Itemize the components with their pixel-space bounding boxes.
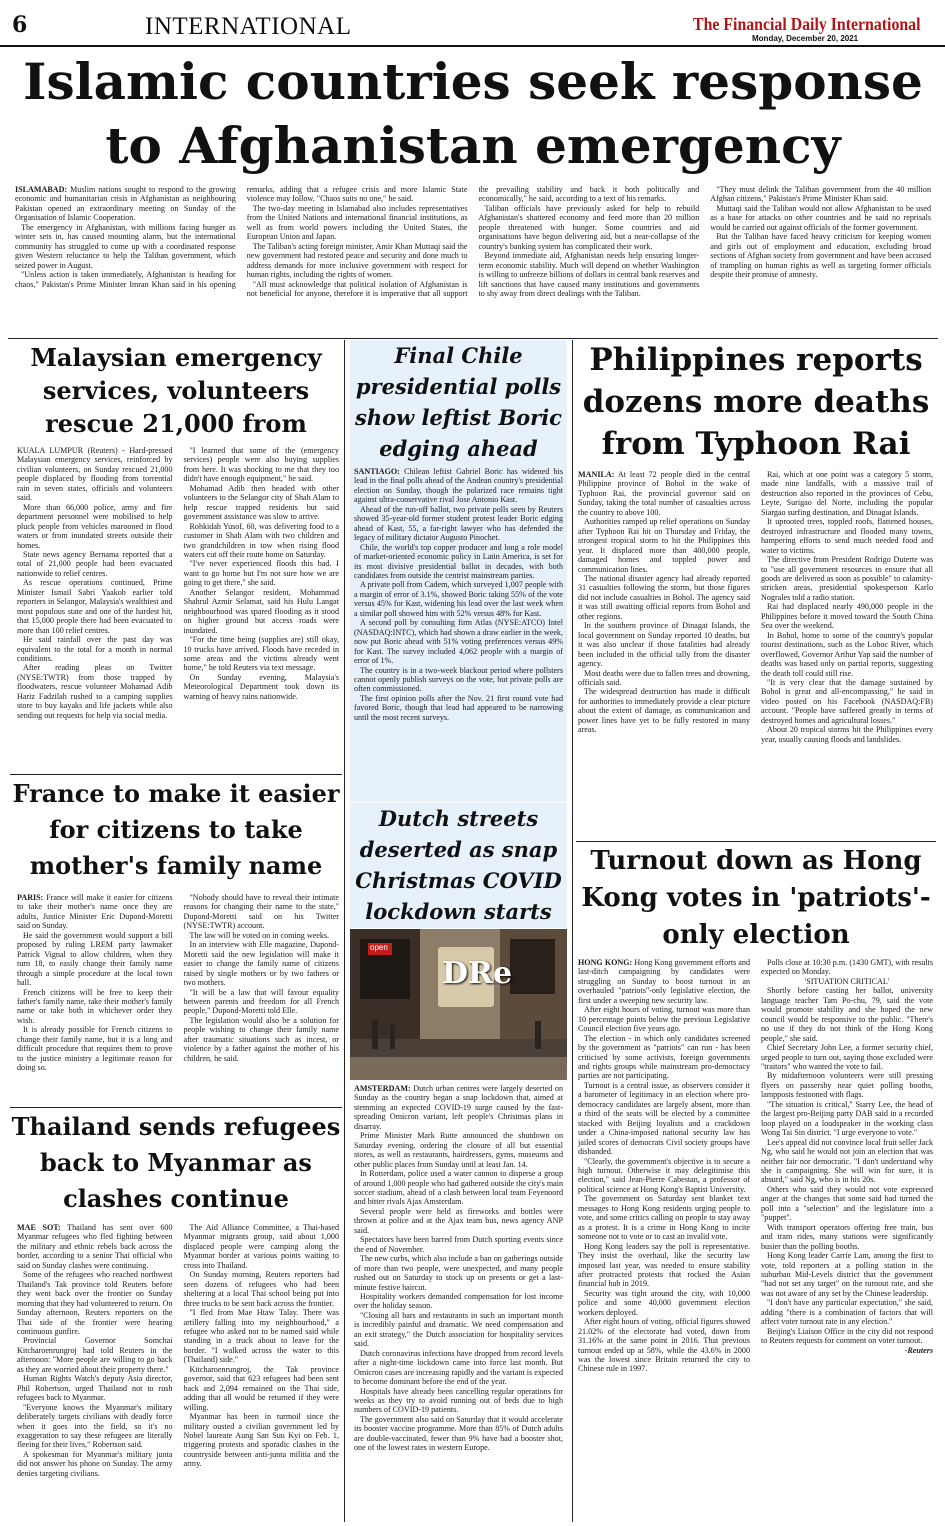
- thailand-p5: A spokesman for Myanmar's military junta did not answer his phone on Sunday. The army denies targeting civilians.: [17, 1449, 173, 1478]
- france-p0-text: France will make it easier for citizens to take their mother's name once they are adults, Justice Minister Eric Dupond-Moretti said on Sunday.: [17, 893, 173, 931]
- france-p7: "It will be a law that will favour equality between parents and freedom for all French people," Dupond-Moretti told Elle.: [183, 987, 339, 1016]
- divider-right: [572, 340, 573, 1522]
- chile-p3: A private poll from Cadem, which surveyed 1,007 people with a margin of error of 3.1%, showed Boric taking 55% of the vote versus 45% for Kast, widening his lead over the last week when a similar poll showed him with 52% versus 48% for Kast.: [354, 580, 563, 618]
- philippines-p0: [578, 470, 750, 517]
- hongkong-story-body: [578, 958, 933, 1521]
- main-p6: Taliban officials have previously asked for help to rebuild Afghanistan's shattered economy and feed more than 20 million people threatened with hunger. Some countries and aid organisations have begun delivering aid, but a near-collapse of the country's banking system has complicated their work.: [478, 203, 700, 251]
- chile-p6: The first opinion polls after the Nov. 21 first round vote had favored Boric, though that lead had appeared to be narrowing until the most recent surveys.: [354, 693, 563, 722]
- hongkong-p1: After eight hours of voting, turnout was more than 10 percentage points below the previous Legislative Council election five years ago.: [578, 1005, 750, 1034]
- malaysia-p1: More than 66,000 police, army and fire department personnel were mobilised to help pluck people from vehicles marooned in flood waters or from inundated streets outside their homes.: [17, 502, 173, 550]
- france-p5: The law will be voted on in coming weeks.: [189, 930, 330, 940]
- philippines-p2: The national disaster agency had already reported 31 casualties following the storm, but those figures did not include casualties in Bohol. The agency said it was still awaiting official reports from Bohol and other regions.: [578, 573, 750, 621]
- france-p6: In an interview with Elle magazine, Dupond-Moretti said the new legislation will make it easier to change the family name of citizens raised by single mothers or by two fathers or two mothers.: [183, 940, 339, 988]
- hongkong-p20: Beijing's Liaison Office in the city did not respond to Reuters requests for comment on voter turnout.: [761, 1326, 933, 1346]
- malaysia-p6: "I learned that some of the (emergency services) people were also buying supplies from here. It was shocking to me that they too didn't have enough equipment," he said.: [183, 446, 339, 484]
- main-p9: Muttaqi said the Taliban would not allow Afghanistan to be used as a base for attacks on other countries and he said no reprisals would be carried out against officials of the former government.: [710, 203, 931, 232]
- dutch-p8: Dutch coronavirus infections have dropped from record levels after a night-time lockdown came into force last month. But Omicron cases are increasing rapidly and the variant is expected to become dominant before the end of the year.: [354, 1348, 563, 1387]
- dutch-p4: Spectators have been barred from Dutch sporting events since the end of November.: [354, 1235, 563, 1254]
- thailand-p6: The Aid Alliance Committee, a Thai-based Myanmar migrants group, said about 1,000 displaced people were camping along the Myanmar border at various points waiting to cross into Thailand.: [183, 1223, 339, 1270]
- open-sign: open: [370, 943, 388, 952]
- dutch-p6: Hospitality workers demanded compensation for lost income over the holiday season.: [354, 1291, 563, 1311]
- thailand-p1: Some of the refugees who reached northwest Thailand's Tak province told Reuters before they went back over the frontier on Sunday morning that they had volunteered to return. On Sunday afternoon, Reuters reporters on the Thai side of the frontier were hearing continuous gunfire.: [17, 1270, 173, 1336]
- thailand-p0: [17, 1223, 173, 1270]
- main-p1: The emergency in Afghanistan, with millions facing hunger as winter sets in, has caused mounting alarm, but the international community has struggled to come up with a coordinated response given Western reluctance to help the Taliban government, which seized power in August.: [15, 222, 236, 270]
- chile-p1: Ahead of the run-off ballot, two private polls seen by Reuters showed 35-year-old former student protest leader Boric edging ahead of Kast, 55, a far-right lawyer who has defended the legacy of military dictator Augusto Pinochet.: [354, 504, 563, 543]
- france-dateline: PARIS:: [17, 893, 44, 902]
- france-p4: "Nobody should have to reveal their intimate reasons for changing their name to the state," Dupond-Moretti said on his Twitter (NYSE:TWTR) account.: [183, 893, 339, 931]
- hongkong-p16: Others who said they would not vote expressed anger at the changes that some said had turned the poll into a "selection" and the legislature into a "puppet".: [761, 1184, 933, 1223]
- hongkong-p9: Polls close at 10:30 p.m. (1430 GMT), with results expected on Monday.: [761, 958, 933, 977]
- chile-headline: Final Chile presidential polls show leftist Boric edging ahead: [355, 343, 562, 461]
- thailand-p0-text: Thailand has sent over 600 Myanmar refugees who fled fighting between the military and ethnic rebels back across the border, according to a senior Thai official who said on Sunday clashes were continuing.: [17, 1223, 173, 1270]
- hongkong-p18: Hong Kong leader Carrie Lam, among the first to vote, told reporters at a polling station in the suburban Mid-Levels district that the government "had not set any target" on the turnout rate, and she was not aware of any set by the Chinese leadership.: [761, 1251, 933, 1298]
- thailand-p8: "I fled from Mae Htaw Talay. There was artillery falling into my neighbourhood," a refugee who asked not to be named said while standing in a truck about to leave for the border. "I walked across the water to this (Thailand) side.": [183, 1308, 339, 1365]
- thailand-p4: "Everyone knows the Myanmar's military deliberately targets civilians with deadly force when it goes into the field, so it's no exaggeration to say these refugees are literally fleeing for their lives," Robertson said.: [17, 1402, 173, 1450]
- chile-p4: A second poll by consulting firm Atlas (NYSE:ATCO) Intel (NASDAQ:INTC), which had shown a draw earlier in the week, now put Boric ahead with 51% voting preferences versus 49% for Kast. The survey included 4,062 people with a margin of error of 1%.: [354, 618, 563, 666]
- france-headline: France to make it easier for citizens to take mother's family name: [12, 779, 340, 880]
- hongkong-p5: The government on Saturday sent blanket text messages to Hong Kong residents urging people to vote, and some critics calling on people to stay away as a protest. It is a crime in Hong Kong to incite someone not to vote or to cast an invalid vote.: [578, 1194, 750, 1242]
- main-dateline: ISLAMABAD:: [15, 185, 68, 194]
- philippines-p12: About 20 tropical storms hit the Philippines every year, usually causing floods and landslides.: [761, 725, 933, 744]
- hongkong-p13: By midafternoon volunteers were still pressing flyers on passersby near quiet polling booths, lampposts festooned with flags.: [761, 1071, 933, 1100]
- thailand-p3: Human Rights Watch's deputy Asia director, Phil Robertson, urged Thailand not to rush refugees back to Myanmar.: [17, 1374, 173, 1403]
- malaysia-p5: After reading pleas on Twitter (NYSE:TWTR) from those trapped by floodwaters, rescue volunteer Mohamad Adib Hariz Fadzilah rushed to a camping supplies store to buy kayaks and life jackets while also sending out requests for help via social media.: [17, 663, 173, 720]
- page-header: [0, 0, 945, 46]
- hongkong-p3: Turnout is a central issue, as observers consider it a barometer of legitimacy in an election where pro-democracy candidates are largely absent, more than a third of the seats will be elected by a committee stacked with Beijing loyalists and a crackdown under a China-imposed national security law has jailed scores of democrats Civil society groups have disbanded.: [578, 1080, 750, 1157]
- dutch-p2: In Rotterdam, police used a water cannon to disperse a group of around 1,000 people who had gathered outside the city's main soccer stadium, ahead of a clash between local team Feyenoord and bitter rivals Ajax Amsterdam.: [354, 1169, 563, 1207]
- shop-sign: DRe: [442, 956, 513, 991]
- philippines-p1: Authorities ramped up relief operations on Sunday after Typhoon Rai hit on Thursday and Friday, the strongest tropical storm to hit the Philippines this year. It displaced more than 400,000 people, damaged homes and toppled power and communication lines.: [578, 517, 750, 574]
- main-p2: "Unless action is taken immediately, Afghanistan is heading for chaos," Pakistan's Prime Minister Imran Khan said in his opening remarks, adding that a refugee crisis and more Islamic State violence may follow. "Chaos suits no one," he said.: [15, 185, 468, 289]
- hongkong-dateline: HONG KONG:: [578, 958, 633, 967]
- main-p7: Beyond immediate aid, Afghanistan needs help ensuring longer-term economic stability. Much will depend on whether Washington is willing to unfreeze billions of dollars in central bank reserves and lift sanctions that have caused many institutions and governments to shy away from direct dealings with the Taliban.: [478, 251, 700, 298]
- philippines-p5: The widespread destruction has made it difficult for authorities to immediately provide a clear picture about the extent of damage, as communication and power lines have yet to be fully restored in many areas.: [578, 687, 750, 735]
- chile-p2: Chile, the world's top copper producer and long a role model of market-oriented economic policy in Latin America, is set for its most divisive presidential ballot in decades, with both candidates from outside the centrist mainstream parties.: [354, 542, 563, 580]
- main-p5: "All must acknowledge that political isolation of Afghanistan is not beneficial for anyone, therefore it is imperative that all support the prevailing stability and back it both politically and economically," he said, according to a text of his remarks.: [246, 185, 700, 298]
- hongkong-headline: Turnout down as Hong Kong votes in 'patriots'-only election: [581, 846, 931, 950]
- hongkong-p4: "Clearly, the government's objective is to secure a high turnout. Otherwise it may delegitimise this election," said Jean-Pierre Cabestan, a professor of political science at Hong Kong's Baptist University.: [578, 1156, 750, 1194]
- philippines-dateline: MANILA:: [578, 470, 615, 479]
- dutch-photo: [350, 929, 567, 1080]
- malaysia-p0: KUALA LUMPUR (Reuters) - Hard-pressed Malaysian emergency services, reinforced by civilian volunteers, on Sunday rescued 21,000 people displaced by flooding from torrential rain in seven states, officials and volunteers said.: [17, 446, 173, 503]
- thailand-p9: Kitcharoenrungroj, the Tak province governor, said that 623 refugees had been sent back and 2,094 remained on the Thai side, adding that all would be returned if they were willing.: [183, 1364, 339, 1412]
- philippines-story-body: [578, 470, 933, 838]
- main-p0-text: Muslim nations sought to respond to the growing economic and humanitarian crisis in Afghanistan as neighbouring Pakistan opened an extraordinary meeting on Sunday of the Organisation of Islamic Cooperation.: [15, 185, 236, 223]
- thailand-p2: Provincial Governor Somchai Kitcharoenrungroj had told Reuters in the afternoon: "More people are willing to go back as they are worried about their property there.": [17, 1336, 173, 1374]
- header-rule: [0, 45, 945, 47]
- philippines-p0-text: At least 72 people died in the central Philippine province of Bohol in the wake of Typhoon Rai, the provincial governor said on Sunday, taking the total number of casualties across the country to above 100.: [578, 470, 750, 517]
- section-name: INTERNATIONAL: [145, 13, 352, 40]
- hongkong-p2: The election - in which only candidates screened by the government as "patriots" can run - has been criticised by some activists, foreign governments and rights groups while mainstream pro-democracy parties are not participating.: [578, 1033, 750, 1081]
- dutch-p0-text: Dutch urban centres were largely deserted on Sunday as the country began a snap lockdown that, aimed at stemming an expected COVID-19 surge caused by the fast-spreading Omicron variant, left people's Christmas plans in disarray.: [354, 1084, 563, 1131]
- chile-story-body: [354, 467, 563, 799]
- main-p10: But the Taliban have faced heavy criticism for keeping women and girls out of employment and education, excluding broad sections of Afghan society from government and have been accused of trampling on human rights as well as targeting former officials despite their promise of amnesty.: [710, 232, 931, 280]
- malaysia-p10: Another Selangor resident, Mohammad Shahrul Azmir Selamat, said his Hulu Langat neighbourhood was spared flooding as it stood on higher ground but access roads were inundated.: [183, 587, 339, 635]
- issue-date: Monday, December 20, 2021: [752, 34, 859, 43]
- chile-dateline: SANTIAGO:: [354, 467, 400, 476]
- malaysia-bottom-rule: [10, 774, 342, 775]
- chile-p0: [354, 467, 563, 505]
- page-number: 6: [12, 12, 28, 38]
- malaysia-p2: State news agency Bernama reported that a total of 21,000 people had been evacuated nationwide to relief centres.: [17, 549, 173, 578]
- malaysia-p9: "I've never experienced floods this bad. I want to go home but I'm not sure how we are going to get there," she said.: [183, 559, 339, 588]
- dutch-p9: Hospitals have already been cancelling regular operations for weeks as they try to avoid running out of beds due to high numbers of COVID-19 patients.: [354, 1386, 563, 1415]
- malaysia-p12: On Sunday evening, Malaysia's Meteorological Department took down its warning of heavy rains nationwide.: [183, 672, 339, 701]
- chile-box: [350, 340, 567, 802]
- philippines-p6: Rai, which at one point was a category 5 storm, made nine landfalls, with a massive trail of destruction also reported in the provinces of Cebu, Leyte, Surigao del Norte, including the popular Siargao surfing destination, and Dinagat Islands.: [761, 470, 933, 517]
- hongkong-credit: -Reuters: [904, 1345, 933, 1355]
- main-p8: "They must delink the Taliban government from the 40 million Afghan citizens," Pakistan's Prime Minister Khan said.: [710, 185, 931, 204]
- main-story-body: [15, 185, 931, 335]
- dutch-story-body: [354, 1084, 563, 1521]
- thailand-p7: On Sunday morning, Reuters reporters had seen dozens of refugees who had been sheltering at a local Thai school being put into three trucks to be sent back across the frontier.: [183, 1270, 339, 1308]
- philippines-bottom-rule: [576, 841, 936, 842]
- france-p3: It is already possible for French citizens to change their family name, but it is a long and difficult procedure that requires them to prove to the justice ministry a legitimate reason for doing so.: [17, 1025, 173, 1073]
- dutch-p5: The new curbs, which also include a ban on gatherings outside of more than two people, were unexpected, and many people rushed out on Saturday to stock up on presents or get a last-minute festive haircut.: [354, 1254, 563, 1292]
- dutch-p3: Several people were held as fireworks and bottles were thrown at police and at the Ajax team bus, news agency ANP said.: [354, 1206, 563, 1235]
- france-bottom-rule: [10, 1107, 342, 1108]
- philippines-p10: In Bohol, home to some of the country's popular tourist destinations, such as the Loboc River, which overflowed, Governor Arthur Yap said the number of deaths was based only on partial reports, suggesting the death toll could still rise.: [761, 630, 933, 678]
- main-p3: The two-day meeting in Islamabad also includes representatives from the United Nations and international financial institutions, as well as from world powers including the United States, the European Union and Japan.: [246, 203, 468, 242]
- philippines-headline: Philippines reports dozens more deaths from Typhoon Rai: [582, 342, 930, 462]
- dutch-p1: Prime Minister Mark Rutte announced the shutdown on Saturday evening, ordering the closure of all but essential stores, as well as restaurants, hairdressers, gyms, museums and other public places from Sunday until at least Jan. 14.: [354, 1131, 563, 1169]
- philippines-p4: Most deaths were due to fallen trees and drowning, officials said.: [578, 668, 750, 687]
- hongkong-subhead: 'SITUATION CRITICAL': [804, 976, 890, 986]
- hongkong-p6: Hong Kong leaders say the poll is representative. They insist the overhaul, like the security law imposed last year, was needed to ensure stability after protracted protests that rocked the Asian financial hub in 2019.: [578, 1241, 750, 1289]
- main-headline: Islamic countries seek response to Afghanistan emergency: [23, 52, 923, 175]
- hongkong-p12: Chief Secretary John Lee, a former security chief, urged people to turn out, saying those excluded were "traitors" who wanted the vote to fail.: [761, 1043, 933, 1071]
- france-p1: He said the government would support a bill proposed by ruling LREM party lawmaker Patrick Vignal to allow children, when they turn 18, to easily change their family name through a simple procedure at the local town hall.: [17, 930, 173, 988]
- philippines-p7: It uprooted trees, toppled roofs, flattened houses, destroyed infrastructure and flooded many towns, hampering efforts to send much needed food and water to victims.: [761, 517, 933, 555]
- dutch-p7: "Closing all bars and restaurants in such an important month is incredibly painful and dramatic. We need compensation and an exit strategy," the Dutch association for hospitality services said.: [354, 1310, 563, 1349]
- philippines-p8: The directive from President Rodrigo Duterte was to "use all government resources to ensure that all goods are delivered as soon as possible" to calamity-stricken areas, presidential spokesperson Karlo Nograles told a radio station.: [761, 555, 933, 602]
- hongkong-p8: After eight hours of voting, official figures showed 21.02% of the electorate had voted, down from 31.16% at the same point in 2016. That previous turnout ended up at 58%, while the 43.6% in 2000 was the lowest since Britain returned the city to Chinese rule in 1997.: [578, 1317, 750, 1374]
- thailand-story-body: [17, 1223, 339, 1521]
- thailand-dateline: MAE SOT:: [17, 1223, 61, 1232]
- philippines-p3: In the southern province of Dinagat Islands, the local government on Sunday reported 10 deaths, but it was also unclear if those fatalities had already been included in the official tally from the disaster agency.: [578, 621, 750, 669]
- hongkong-p0: [578, 958, 750, 1005]
- hongkong-p0-text: Hong Kong government efforts and last-ditch campaigning by candidates were struggling on Sunday to boost turnout in an overhauled "patriots"-only legislative election, the first under a sweeping new security law.: [578, 958, 750, 1005]
- malaysia-p7: Mohamad Adib then headed with other volunteers to the Selangor city of Shah Alam to help rescue trapped residents but said government assistance was slow to arrive.: [183, 483, 339, 522]
- france-p8: The legislation would also be a solution for people wishing to change their family name after traumatic situations such as incest, or violence by a father against the mother of his children, he said.: [183, 1015, 339, 1063]
- hongkong-p7: Security was tight around the city, with 10,000 police and some 40,000 government election workers deployed.: [578, 1288, 750, 1317]
- hongkong-p14: "The situation is critical," Starry Lee, the head of the largest pro-Beijing party DAB said in a recorded loop played on a loudspeaker in the working class Wong Tai Sin district. "I urge everyone to vote.": [761, 1099, 933, 1138]
- malaysia-p8: Rohkidah Yusof, 60, was delivering food to a customer in Shah Alam with two children and two grandchildren in tow when rising flood waters cut off their route home on Saturday.: [183, 521, 339, 559]
- dutch-p0: [354, 1084, 563, 1131]
- main-p0: [15, 185, 236, 223]
- hongkong-p19: "I don't have any particular expectation," she said, adding "there is a combination of factors that will affect voter turnout rate in any election.": [761, 1298, 933, 1327]
- dutch-dateline: AMSTERDAM:: [354, 1084, 411, 1093]
- malaysia-p4: He said rainfall over the past day was equivalent to the total for a month in normal conditions.: [17, 635, 173, 663]
- main-p4: The Taliban's acting foreign minister, Amir Khan Muttaqi said the new government had restored peace and security and done much to address demands for more inclusive government with respect for human rights, including the rights of women.: [246, 241, 468, 280]
- chile-p5: The country is in a two-week blackout period where pollsters cannot openly publish surveys on the vote, but private polls are often commissioned.: [354, 665, 563, 694]
- divider-left: [344, 340, 345, 1522]
- malaysia-story-body: [17, 446, 339, 771]
- dutch-headline: Dutch streets deserted as snap Christmas COVID lockdown starts: [355, 806, 562, 924]
- france-p0: [17, 893, 173, 931]
- hongkong-p11: Shortly before casting her ballot, university language teacher Tam Po-chu, 79, said the vote would promote stability and she hoped the new council would be responsive to the public. "There's no use if they do not think of the Hong Kong people," she said.: [761, 986, 933, 1043]
- philippines-p11: "It is very clear that the damage sustained by Bohol is great and all-encompassing," he said in video posted on his Facebook (NASDAQ:FB) account. "People have suffered greatly in terms of destroyed homes and agricultural losses.": [761, 677, 933, 725]
- malaysia-p3: As rescue operations continued, Prime Minister Ismail Sabri Yaakob earlier told reporters in Selangor, Malaysia's wealthiest and most populous state and one of the hardest hit, that 15,000 people there had been evacuated to more than 100 relief centres.: [17, 578, 173, 635]
- thailand-headline: Thailand sends refugees back to Myanmar as clashes continue: [11, 1112, 341, 1213]
- chile-p0-text: Chilean leftist Gabriel Boric has widened his lead in the final polls ahead of the Andean country's presidential election on Sunday, though the polarized race remains tight against ultra-conservative rival Jose Antonio Kast.: [354, 467, 563, 505]
- dutch-p10: The government also said on Saturday that it would accelerate its booster vaccine programme. More than 85% of Dutch adults are double-vaccinated, fewer than 9% have had a booster shot, one of the lowest rates in western Europe.: [354, 1414, 563, 1453]
- dutch-headline-box: [350, 803, 567, 928]
- france-story-body: [17, 893, 339, 1104]
- hongkong-p15: Lee's appeal did not convince local fruit seller Jack Ng, who said he would not join an election that was neither fair nor democratic. "I don't understand why she is campaigning. She will win for sure, it is absurd," said Ng, who is in his 20s.: [761, 1137, 933, 1185]
- paper-name: The Financial Daily International: [693, 14, 921, 34]
- philippines-p9: Rai had displaced nearly 490,000 people in the Philippines before it moved toward the South China Sea over the weekend.: [761, 602, 933, 631]
- thailand-p10: Myanmar has been in turmoil since the military ousted a civilian government led by Nobel laureate Aung San Suu Kyi on Feb. 1, triggering protests and sporadic clashes in the countryside between anti-junta militia and the army.: [183, 1412, 339, 1469]
- malaysia-p11: "For the time being (supplies are) still okay, 10 trucks have arrived. Floods have receded in some areas and the victims already went home," he told Reuters via text message.: [183, 635, 339, 673]
- france-p2: French citizens will be free to keep their father's family name, take their mother's family name or take both in whichever order they wish.: [17, 987, 173, 1025]
- malaysia-headline: Malaysian emergency services, volunteers rescue 21,000 from: [30, 343, 322, 438]
- hongkong-p17: With transport operators offering free train, bus and tram rides, many stations were significantly busier than the polling booths.: [761, 1222, 933, 1251]
